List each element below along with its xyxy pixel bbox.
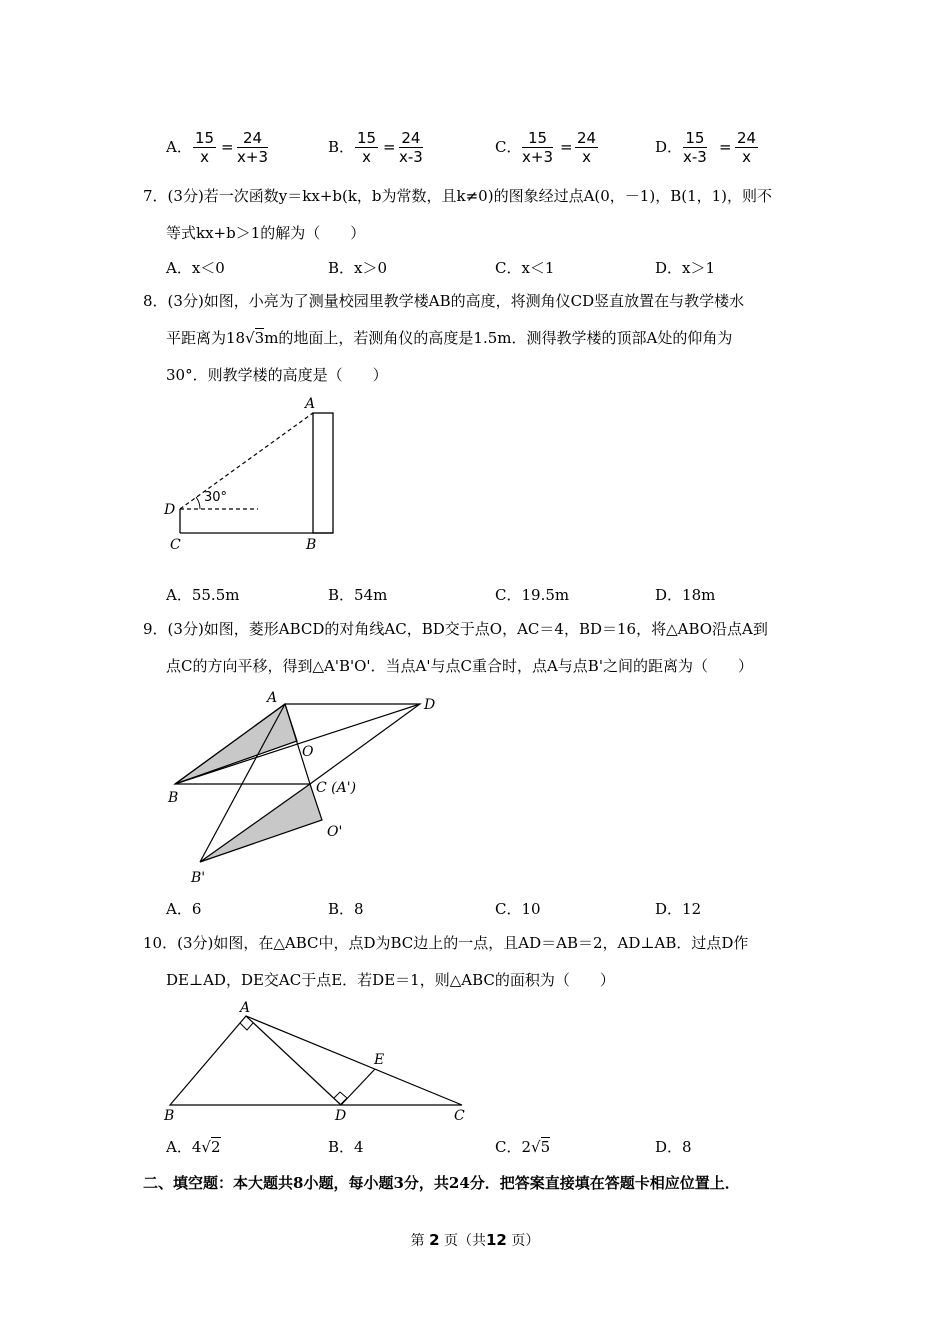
q6-option-c-frac2: $\frac{24}{x}$ (577, 129, 597, 166)
q8-line3: 30°．则教学楼的高度是（ ） (166, 366, 388, 384)
angle-label: 30° (204, 490, 228, 505)
q6-option-c-frac1: $\frac{15}{x+3}$ (522, 129, 553, 166)
q7-line1: 7．(3分)若一次函数y＝kx+b(k，b为常数，且k≠0)的图象经过点A(0，－1)，B(1，1)，则不 (143, 187, 773, 205)
q9-option-a: A．6 (166, 900, 202, 918)
q7-option-c: C．x＜1 (495, 259, 555, 277)
q8-option-b: B．54m (328, 586, 388, 604)
q8-option-d: D．18m (655, 586, 716, 604)
q10-option-b: B．4 (328, 1138, 364, 1156)
q6-option-c-label: C． (495, 138, 522, 156)
angle-arc (196, 497, 200, 509)
right-angle-a (240, 1023, 253, 1030)
point-e-label: E (374, 1052, 385, 1068)
point-o-label: O (302, 744, 314, 760)
point-b-label: B (306, 537, 317, 553)
footer-page-number: 2 (429, 1231, 440, 1249)
q8-line2-prefix: 平距离为18 (166, 329, 246, 347)
footer-post: 页） (511, 1233, 540, 1249)
q8-sqrt-radicand: 3 (254, 329, 265, 347)
point-d-label: D (424, 697, 436, 713)
point-a-label: A (240, 1000, 251, 1016)
point-d-label: D (335, 1108, 347, 1124)
point-b-label: B (168, 790, 179, 806)
q7-option-b: B．x＞0 (328, 259, 388, 277)
point-b2-label: B' (191, 870, 206, 886)
q10-option-d: D．8 (655, 1138, 692, 1156)
q10-c-radicand: 5 (540, 1138, 551, 1156)
q8-figure (160, 393, 360, 558)
q10-option-a: A．4√2 (166, 1138, 221, 1156)
sight-line (180, 413, 313, 509)
q10-figure (160, 998, 480, 1126)
q6-option-d-label: D． (655, 138, 683, 156)
q7-line2: 等式kx+b＞1的解为（ ） (166, 224, 366, 242)
sqrt-symbol: √ (531, 1138, 541, 1156)
point-o2-label: O' (327, 824, 343, 840)
segment-ad (246, 1016, 341, 1105)
q6-option-b-frac1: $\frac{15}{x}$ (357, 129, 377, 166)
q10-option-c: C．2√5 (495, 1138, 551, 1156)
q9-line2: 点C的方向平移，得到△A'B'O'．当点A'与点C重合时，点A与点B'之间的距离为（ ） (166, 657, 753, 675)
shaded-triangle-a2b2o2 (200, 784, 322, 862)
footer-pre: 第 (410, 1233, 425, 1249)
page-footer (0, 1230, 950, 1250)
footer-total-pages: 12 (486, 1231, 507, 1249)
q9-line1: 9．(3分)如图，菱形ABCD的对角线AC，BD交于点O，AC＝4，BD＝16，将△ABO沿点A到 (143, 620, 768, 638)
right-angle-d (334, 1092, 347, 1104)
point-a-label: A (305, 396, 316, 412)
q8-line2 (166, 327, 732, 349)
footer-mid: 页（共 (444, 1233, 486, 1249)
q10-line1: 10．(3分)如图，在△ABC中，点D为BC边上的一点，且AD＝AB＝2，AD⊥AB．过点D作 (143, 934, 749, 952)
diagonal-bd (175, 704, 420, 784)
equals-sign: = (383, 138, 396, 156)
q6-option-a-label: A． (166, 138, 192, 156)
q6-option-b-frac2: $\frac{24}{x-3}$ (399, 129, 423, 166)
sqrt-symbol: √ (245, 329, 255, 347)
q10-a-radicand: 2 (210, 1138, 221, 1156)
point-c-label: C (A') (316, 780, 357, 796)
q8-option-a: A．55.5m (166, 586, 240, 604)
point-a-label: A (267, 690, 278, 706)
q9-figure (160, 688, 450, 888)
q8-option-c: C．19.5m (495, 586, 570, 604)
q9-option-d: D．12 (655, 900, 702, 918)
q6-option-a-frac2: $\frac{24}{x+3}$ (237, 129, 268, 166)
sqrt-symbol: √ (201, 1138, 211, 1156)
q8-line2-suffix: m的地面上，若测角仪的高度是1.5m．测得教学楼的顶部A处的仰角为 (264, 329, 733, 347)
q7-option-a: A．x＜0 (166, 259, 225, 277)
q7-option-d: D．x＞1 (655, 259, 716, 277)
equals-sign: = (719, 138, 732, 156)
triangle-abc (170, 1016, 462, 1105)
q6-option-b-label: B． (328, 138, 355, 156)
q8-line1: 8．(3分)如图，小亮为了测量校园里教学楼AB的高度，将测角仪CD竖直放置在与教学楼水 (143, 292, 745, 310)
q6-option-d-frac1: $\frac{15}{x-3}$ (683, 129, 707, 166)
q10-line2: DE⊥AD，DE交AC于点E．若DE＝1，则△ABC的面积为（ ） (166, 971, 615, 989)
q6-option-d-frac2: $\frac{24}{x}$ (737, 129, 757, 166)
equals-sign: = (560, 138, 573, 156)
point-c-label: C (454, 1108, 465, 1124)
equals-sign: = (221, 138, 234, 156)
point-d-label: D (164, 502, 176, 518)
q9-option-c: C．10 (495, 900, 541, 918)
section-2-heading: 二、填空题：本大题共8小题，每小题3分，共24分．把答案直接填在答题卡相应位置上． (143, 1174, 740, 1192)
q9-option-b: B．8 (328, 900, 364, 918)
point-b-label: B (164, 1108, 175, 1124)
building-rect (313, 413, 333, 533)
q6-option-a-frac1: $\frac{15}{x}$ (195, 129, 215, 166)
point-c-label: C (170, 537, 181, 553)
